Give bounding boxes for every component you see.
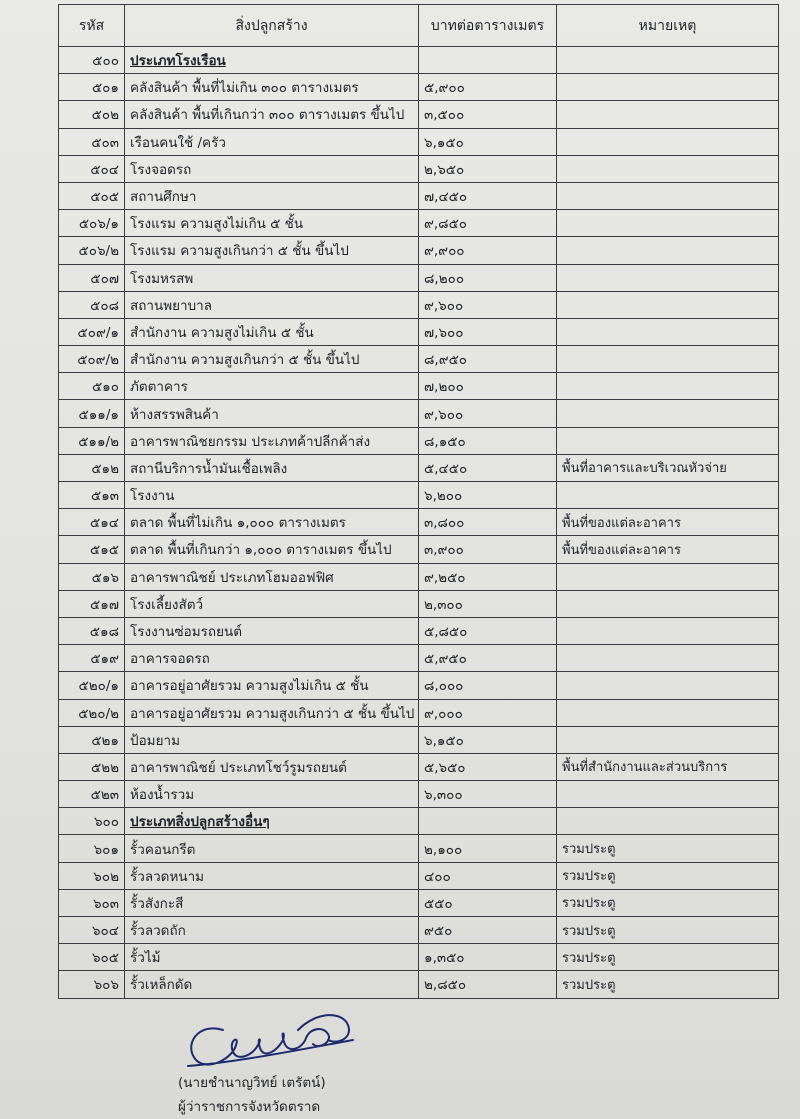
code-cell: ๕๒๓ (59, 781, 125, 808)
table-row (59, 536, 779, 563)
code-cell: ๖๐๕ (59, 944, 125, 971)
table-row (59, 645, 779, 672)
note-cell (557, 128, 779, 155)
section-label: ประเภทสิ่งปลูกสร้างอื่นๆ (130, 814, 270, 831)
price-cell: ๖,๑๕๐ (419, 128, 557, 155)
code-cell: ๕๑๙ (59, 645, 125, 672)
code-cell: ๕๐๑ (59, 74, 125, 101)
code-cell: ๕๑๑/๒ (59, 427, 125, 454)
table-row (59, 781, 779, 808)
item-cell: อาคารพาณิชย์ ประเภทโฮมออฟฟิศ (125, 563, 419, 590)
price-cell: ๔๐๐ (419, 862, 557, 889)
code-cell: ๕๑๔ (59, 509, 125, 536)
price-cell: ๕,๙๐๐ (419, 74, 557, 101)
item-cell: โรงมหรสพ (125, 264, 419, 291)
table-row (59, 917, 779, 944)
code-cell: ๕๐๘ (59, 291, 125, 318)
price-cell: ๕,๖๕๐ (419, 753, 557, 780)
note-cell (557, 47, 779, 74)
price-cell: ๖,๓๐๐ (419, 781, 557, 808)
price-cell: ๙,๘๕๐ (419, 210, 557, 237)
header-note: หมายเหตุ (557, 5, 779, 47)
item-cell: สถานีบริการน้ำมันเชื้อเพลิง (125, 454, 419, 481)
item-cell: ตลาด พื้นที่เกินกว่า ๑,๐๐๐ ตารางเมตร ขึ้นไป (125, 536, 419, 563)
code-cell: ๕๐๙/๒ (59, 346, 125, 373)
note-cell: รวมประตู (557, 889, 779, 916)
price-cell: ๙,๖๐๐ (419, 400, 557, 427)
note-cell (557, 74, 779, 101)
note-cell (557, 672, 779, 699)
note-cell: รวมประตู (557, 944, 779, 971)
code-cell: ๕๑๓ (59, 482, 125, 509)
code-cell: ๕๑๒ (59, 454, 125, 481)
header-price: บาทต่อตารางเมตร (419, 5, 557, 47)
item-cell: รั้วเหล็กดัด (125, 971, 419, 998)
table-row (59, 101, 779, 128)
table-row (59, 835, 779, 862)
price-cell: ๗,๒๐๐ (419, 373, 557, 400)
code-cell: ๕๐๙/๑ (59, 318, 125, 345)
table-row (59, 454, 779, 481)
code-cell: ๖๐๐ (59, 808, 125, 835)
item-cell: ห้องน้ำรวม (125, 781, 419, 808)
table-row (59, 291, 779, 318)
table-row (59, 427, 779, 454)
price-cell: ๗,๔๕๐ (419, 182, 557, 209)
table-row (59, 726, 779, 753)
item-cell: รั้วลวดถัก (125, 917, 419, 944)
note-cell: รวมประตู (557, 917, 779, 944)
item-cell: สถานศึกษา (125, 182, 419, 209)
item-cell: เรือนคนใช้ /ครัว (125, 128, 419, 155)
price-cell: ๙,๒๕๐ (419, 563, 557, 590)
item-cell: โรงแรม ความสูงเกินกว่า ๕ ชั้น ขึ้นไป (125, 237, 419, 264)
table-row (59, 617, 779, 644)
code-cell: ๕๐๕ (59, 182, 125, 209)
table-row (59, 482, 779, 509)
item-cell: โรงเลี้ยงสัตว์ (125, 590, 419, 617)
section-row (59, 47, 779, 74)
note-cell: พื้นที่อาคารและบริเวณหัวจ่าย (557, 454, 779, 481)
code-cell: ๕๐๖/๑ (59, 210, 125, 237)
item-cell: อาคารจอดรถ (125, 645, 419, 672)
item-cell: โรงจอดรถ (125, 155, 419, 182)
note-cell: พื้นที่สำนักงานและส่วนบริการ (557, 753, 779, 780)
price-cell: ๒,๓๐๐ (419, 590, 557, 617)
price-cell: ๘,๙๕๐ (419, 346, 557, 373)
table-row (59, 563, 779, 590)
item-cell: ภัตตาคาร (125, 373, 419, 400)
item-cell: อาคารอยู่อาศัยรวม ความสูงเกินกว่า ๕ ชั้น ขึ้นไป (125, 699, 419, 726)
code-cell: ๕๑๖ (59, 563, 125, 590)
signer-title: ผู้ว่าราชการจังหวัดตราด (178, 1099, 321, 1115)
price-cell: ๑,๓๕๐ (419, 944, 557, 971)
note-cell (557, 563, 779, 590)
table-row (59, 182, 779, 209)
table-row (59, 971, 779, 998)
item-cell: รั้วคอนกรีต (125, 835, 419, 862)
code-cell: ๕๒๐/๒ (59, 699, 125, 726)
note-cell (557, 210, 779, 237)
item-cell: โรงแรม ความสูงไม่เกิน ๕ ชั้น (125, 210, 419, 237)
note-cell (557, 482, 779, 509)
note-cell (557, 182, 779, 209)
header-item: สิ่งปลูกสร้าง (125, 5, 419, 47)
item-cell: คลังสินค้า พื้นที่เกินกว่า ๓๐๐ ตารางเมตร ขึ้นไป (125, 101, 419, 128)
item-cell: ป้อมยาม (125, 726, 419, 753)
price-cell: ๓,๙๐๐ (419, 536, 557, 563)
code-cell: ๖๐๓ (59, 889, 125, 916)
price-cell: ๙,๙๐๐ (419, 237, 557, 264)
item-cell: สถานพยาบาล (125, 291, 419, 318)
price-cell: ๕,๘๕๐ (419, 617, 557, 644)
item-cell: โรงงานซ่อมรถยนต์ (125, 617, 419, 644)
code-cell: ๕๑๑/๑ (59, 400, 125, 427)
table-row (59, 753, 779, 780)
item-cell: สำนักงาน ความสูงไม่เกิน ๕ ชั้น (125, 318, 419, 345)
price-cell: ๓,๕๐๐ (419, 101, 557, 128)
note-cell (557, 590, 779, 617)
item-cell (125, 808, 419, 835)
note-cell: รวมประตู (557, 971, 779, 998)
table-row (59, 509, 779, 536)
handwritten-signature (178, 1000, 378, 1080)
note-cell (557, 699, 779, 726)
price-cell: ๙,๐๐๐ (419, 699, 557, 726)
table-row (59, 590, 779, 617)
item-cell: อาคารพาณิชย์ ประเภทโชว์รูมรถยนต์ (125, 753, 419, 780)
building-price-table (58, 4, 779, 999)
item-cell (125, 47, 419, 74)
code-cell: ๖๐๖ (59, 971, 125, 998)
note-cell (557, 237, 779, 264)
note-cell: รวมประตู (557, 862, 779, 889)
table-row (59, 944, 779, 971)
price-cell: ๙๕๐ (419, 917, 557, 944)
item-cell: รั้วลวดหนาม (125, 862, 419, 889)
price-cell: ๕๕๐ (419, 889, 557, 916)
table-row (59, 264, 779, 291)
price-cell: ๓,๘๐๐ (419, 509, 557, 536)
code-cell: ๕๑๕ (59, 536, 125, 563)
price-cell: ๘,๒๐๐ (419, 264, 557, 291)
note-cell (557, 291, 779, 318)
section-row (59, 808, 779, 835)
code-cell: ๕๐๗ (59, 264, 125, 291)
item-cell: สำนักงาน ความสูงเกินกว่า ๕ ชั้น ขึ้นไป (125, 346, 419, 373)
table-row (59, 210, 779, 237)
table-row (59, 128, 779, 155)
code-cell: ๕๒๐/๑ (59, 672, 125, 699)
note-cell: รวมประตู (557, 835, 779, 862)
code-cell: ๕๑๐ (59, 373, 125, 400)
price-cell: ๘,๐๐๐ (419, 672, 557, 699)
code-cell: ๕๐๔ (59, 155, 125, 182)
table-row (59, 862, 779, 889)
code-cell: ๕๒๑ (59, 726, 125, 753)
item-cell: รั้วไม้ (125, 944, 419, 971)
price-cell (419, 47, 557, 74)
table-row (59, 672, 779, 699)
code-cell: ๕๐๓ (59, 128, 125, 155)
table-header-row (59, 5, 779, 47)
price-cell: ๕,๔๕๐ (419, 454, 557, 481)
table-row (59, 318, 779, 345)
note-cell (557, 101, 779, 128)
note-cell (557, 346, 779, 373)
item-cell: โรงงาน (125, 482, 419, 509)
table-row (59, 346, 779, 373)
code-cell: ๕๒๒ (59, 753, 125, 780)
item-cell: รั้วสังกะสี (125, 889, 419, 916)
code-cell: ๖๐๔ (59, 917, 125, 944)
table-row (59, 889, 779, 916)
price-cell: ๖,๒๐๐ (419, 482, 557, 509)
code-cell: ๕๑๘ (59, 617, 125, 644)
table-row (59, 155, 779, 182)
note-cell (557, 427, 779, 454)
note-cell (557, 781, 779, 808)
item-cell: อาคารพาณิชยกรรม ประเภทค้าปลีกค้าส่ง (125, 427, 419, 454)
code-cell: ๕๐๖/๒ (59, 237, 125, 264)
price-cell: ๒,๘๕๐ (419, 971, 557, 998)
price-cell (419, 808, 557, 835)
note-cell (557, 726, 779, 753)
item-cell: ห้างสรรพสินค้า (125, 400, 419, 427)
code-cell: ๕๐๒ (59, 101, 125, 128)
table-row (59, 400, 779, 427)
note-cell (557, 264, 779, 291)
note-cell (557, 617, 779, 644)
section-label: ประเภทโรงเรือน (130, 53, 226, 70)
code-cell: ๕๑๗ (59, 590, 125, 617)
table-row (59, 237, 779, 264)
header-code: รหัส (59, 5, 125, 47)
note-cell: พื้นที่ของแต่ละอาคาร (557, 536, 779, 563)
note-cell (557, 645, 779, 672)
note-cell (557, 808, 779, 835)
table-row (59, 373, 779, 400)
price-cell: ๒,๖๕๐ (419, 155, 557, 182)
price-cell: ๙,๖๐๐ (419, 291, 557, 318)
price-cell: ๘,๑๕๐ (419, 427, 557, 454)
note-cell (557, 155, 779, 182)
table-row (59, 74, 779, 101)
price-cell: ๕,๙๕๐ (419, 645, 557, 672)
note-cell: พื้นที่ของแต่ละอาคาร (557, 509, 779, 536)
price-cell: ๖,๑๕๐ (419, 726, 557, 753)
item-cell: คลังสินค้า พื้นที่ไม่เกิน ๓๐๐ ตารางเมตร (125, 74, 419, 101)
item-cell: ตลาด พื้นที่ไม่เกิน ๑,๐๐๐ ตารางเมตร (125, 509, 419, 536)
code-cell: ๖๐๒ (59, 862, 125, 889)
note-cell (557, 373, 779, 400)
item-cell: อาคารอยู่อาศัยรวม ความสูงไม่เกิน ๕ ชั้น (125, 672, 419, 699)
price-cell: ๒,๑๐๐ (419, 835, 557, 862)
table-row (59, 699, 779, 726)
note-cell (557, 318, 779, 345)
note-cell (557, 400, 779, 427)
code-cell: ๕๐๐ (59, 47, 125, 74)
code-cell: ๖๐๑ (59, 835, 125, 862)
signer-name: (นายชำนาญวิทย์ เตรัตน์) (178, 1075, 326, 1091)
price-cell: ๗,๖๐๐ (419, 318, 557, 345)
